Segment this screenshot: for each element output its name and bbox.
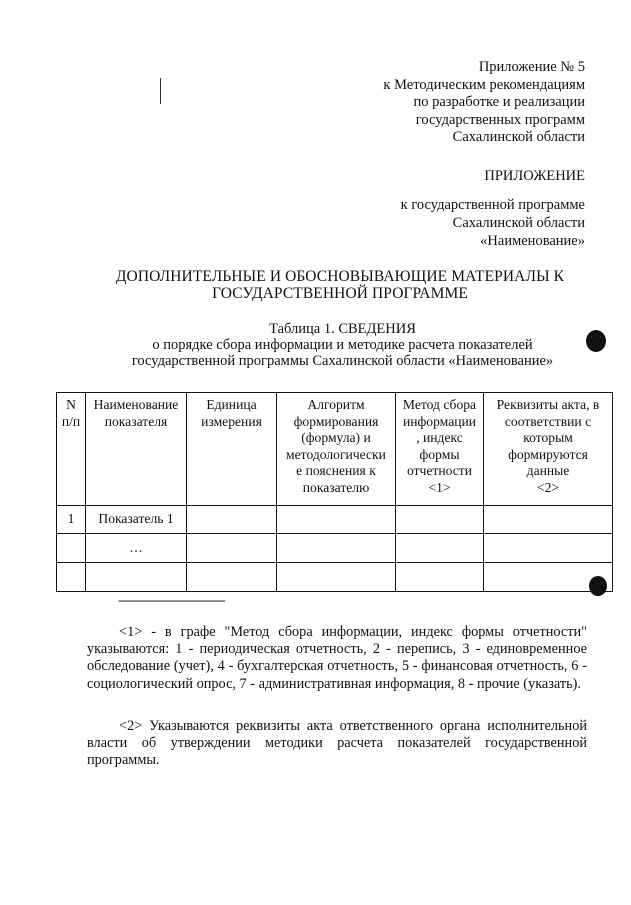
table-cell: [396, 563, 484, 592]
program-appendix-line: к государственной программе: [400, 196, 585, 213]
table-header-row: [57, 393, 613, 506]
footnote-1-text: <1> - в графе "Метод сбора информации, индекс формы отчетности" указываются: 1 - периодическая отчетность, 2 - перепись, 3 - единовременное обследование (учет), 4 - бухгалтерская отчетность, 5 - финансовая отчетность, 6 - социологический опрос, 7 - административная информация, 8 - прочие (указать).: [87, 624, 587, 692]
table-cell: [187, 534, 277, 563]
table-cell: Показатель 1: [86, 506, 187, 534]
table-row: [57, 563, 613, 592]
table-cell: [187, 506, 277, 534]
program-appendix: [401, 168, 585, 250]
appendix-line: Приложение № 5: [478, 59, 585, 75]
table-cell: [57, 534, 86, 563]
scan-blot: [589, 576, 607, 596]
table-cell: [396, 506, 484, 534]
header-unit: Единица измерения: [187, 393, 277, 506]
table-caption: [60, 321, 625, 369]
program-appendix-line: Сахалинской области: [452, 214, 585, 231]
header-number: N п/п: [57, 393, 86, 506]
table-cell: [484, 506, 613, 534]
header-collection-method: Метод сбора информации , индекс формы отчетности <1>: [396, 393, 484, 506]
table-cell: [86, 563, 187, 592]
program-appendix-heading: ПРИЛОЖЕНИЕ: [484, 168, 585, 184]
appendix-line: Сахалинской области: [452, 129, 585, 146]
table-row: [57, 506, 613, 534]
indicators-table: [56, 392, 613, 592]
footnote-1: [87, 624, 587, 693]
scan-mark: [160, 78, 161, 104]
appendix-line: к Методическим рекомендациям: [383, 76, 585, 93]
table-cell: [396, 534, 484, 563]
table-cell: …: [86, 534, 187, 563]
table-row: [57, 534, 613, 563]
footnote-separator: --------------------------------: [118, 592, 225, 607]
table-cell: [277, 534, 396, 563]
title-line: ДОПОЛНИТЕЛЬНЫЕ И ОБОСНОВЫВАЮЩИЕ МАТЕРИАЛЫ К: [115, 268, 565, 285]
appendix-line: по разработке и реализации: [413, 94, 585, 111]
appendix-line: государственных программ: [415, 111, 585, 128]
table-cell: 1: [57, 506, 86, 534]
program-appendix-line: «Наименование»: [480, 232, 585, 249]
table-cell: [484, 534, 613, 563]
title-line: ГОСУДАРСТВЕННОЙ ПРОГРАММЕ: [212, 285, 468, 302]
caption-line: государственной программы Сахалинской области «Наименование»: [131, 353, 554, 369]
table-cell: [277, 563, 396, 592]
footnote-2: [87, 718, 587, 770]
header-algorithm: Алгоритм формирования (формула) и методологически е пояснения к показателю: [277, 393, 396, 506]
table-cell: [277, 506, 396, 534]
caption-line: о порядке сбора информации и методике расчета показателей: [152, 337, 533, 353]
header-act-details: Реквизиты акта, в соответствии с которым формируются данные <2>: [484, 393, 613, 506]
document-title: [60, 268, 620, 302]
header-indicator-name: Наименование показателя: [86, 393, 187, 506]
caption-line: Таблица 1. СВЕДЕНИЯ: [269, 321, 416, 337]
appendix-reference: [383, 59, 585, 147]
table-cell: [57, 563, 86, 592]
footnote-2-text: <2> Указываются реквизиты акта ответственного органа исполнительной власти об утверждении методики расчета показателей государственной программы.: [87, 718, 587, 769]
scan-blot: [586, 330, 606, 352]
table-cell: [187, 563, 277, 592]
